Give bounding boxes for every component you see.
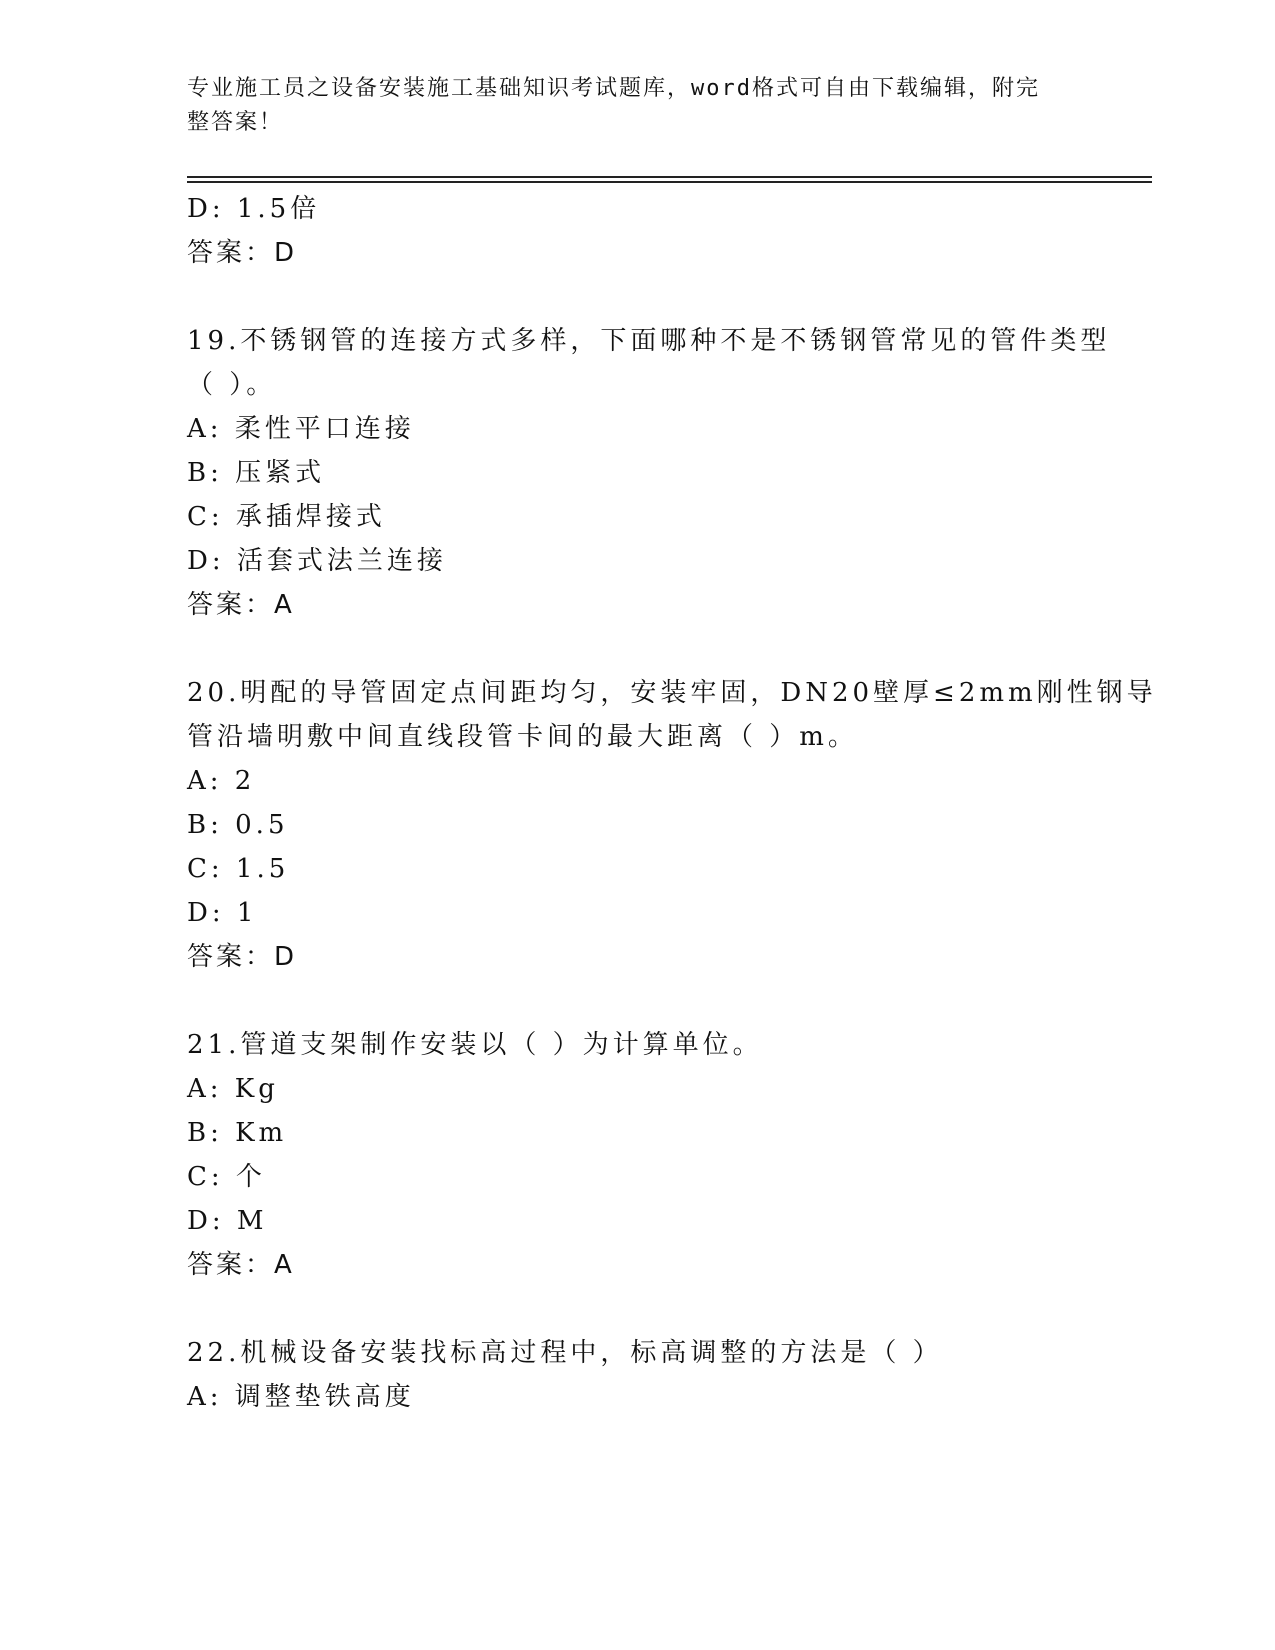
q19-option-c: C: 承插焊接式 xyxy=(187,502,386,532)
q21-option-b: B: Km xyxy=(187,1118,288,1148)
q21-stem-line-1: 21.管道支架制作安装以（ ）为计算单位。 xyxy=(187,1030,763,1060)
q19-option-b: B: 压紧式 xyxy=(187,458,326,488)
header-divider-bottom xyxy=(187,181,1152,183)
q20-option-b: B: 0.5 xyxy=(187,810,289,840)
q20-option-c: C: 1.5 xyxy=(187,854,290,884)
q22-stem-line-1: 22.机械设备安装找标高过程中，标高调整的方法是（ ） xyxy=(187,1338,943,1368)
q19-option-d: D: 活套式法兰连接 xyxy=(187,546,447,576)
prev-option-d: D: 1.5倍 xyxy=(187,194,321,224)
q20-option-a: A: 2 xyxy=(187,766,256,796)
document-header xyxy=(187,72,1067,140)
q21-option-d: D: M xyxy=(187,1206,268,1236)
q21-option-c: C: 个 xyxy=(187,1162,266,1192)
header-divider-top xyxy=(187,176,1152,178)
prev-answer: 答案：D xyxy=(187,238,298,268)
q20-answer: 答案：D xyxy=(187,942,298,972)
q19-option-a: A: 柔性平口连接 xyxy=(187,414,415,444)
header-line-1: 专业施工员之设备安装施工基础知识考试题库，word格式可自由下载编辑，附完 xyxy=(187,76,1040,101)
q19-stem-line-1: 19.不锈钢管的连接方式多样，下面哪种不是不锈钢管常见的管件类型 xyxy=(187,326,1111,356)
q19-answer: 答案：A xyxy=(187,590,295,620)
header-line-2: 整答案！ xyxy=(187,110,284,135)
q19-stem-line-2: （ ）。 xyxy=(187,370,277,400)
q20-option-d: D: 1 xyxy=(187,898,258,928)
q22-option-a: A: 调整垫铁高度 xyxy=(187,1382,415,1412)
q21-option-a: A: Kg xyxy=(187,1074,279,1104)
q20-stem-line-2: 管沿墙明敷中间直线段管卡间的最大距离（ ）m。 xyxy=(187,722,858,752)
q20-stem-line-1: 20.明配的导管固定点间距均匀，安装牢固，DN20壁厚≤2mm刚性钢导 xyxy=(187,678,1157,708)
q21-answer: 答案：A xyxy=(187,1250,295,1280)
